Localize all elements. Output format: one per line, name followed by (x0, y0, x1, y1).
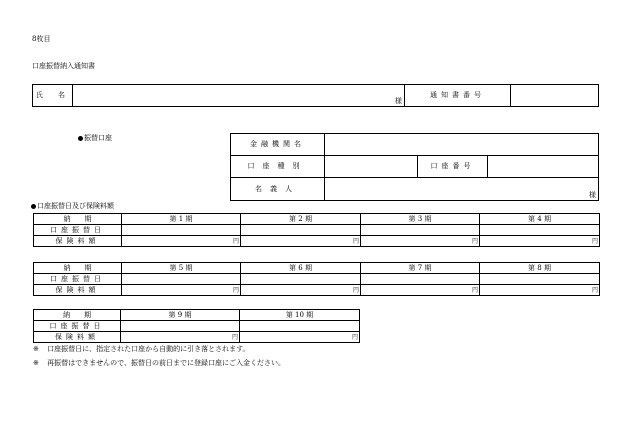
note-text: 再振替はできませんので、振替日の前日までに登録口座にご入金ください。 (47, 359, 285, 367)
bullet-icon (78, 136, 83, 141)
period-header: 第 6 期 (241, 263, 361, 274)
period-header: 第 1 期 (122, 214, 241, 225)
transfer-date-label: 口座振替日 (34, 274, 122, 285)
transfer-date-cell[interactable] (361, 274, 480, 285)
period-header: 第 7 期 (361, 263, 480, 274)
notice-number-label: 通知書番号 (405, 85, 511, 107)
account-section-label (78, 135, 112, 142)
yen-label: 円 (591, 286, 598, 294)
premium-amount-label: 保険料額 (34, 332, 121, 343)
note-text: 口座振替日に、指定された口座から自動的に引き落とされます。 (47, 345, 250, 353)
account-type-field[interactable] (325, 156, 418, 178)
period-label: 納 期 (34, 214, 122, 225)
account-holder-label: 名義人 (231, 178, 325, 201)
period-header: 第 9 期 (121, 310, 240, 321)
transfer-date-label: 口座振替日 (34, 225, 122, 236)
yen-label: 円 (471, 286, 478, 294)
yen-label: 円 (352, 237, 359, 245)
account-section-text: 振替口座 (84, 134, 112, 142)
premium-amount-cell[interactable] (361, 236, 480, 247)
period-header: 第 2 期 (241, 214, 361, 225)
premium-amount-cell[interactable] (240, 332, 360, 343)
yen-label: 円 (352, 286, 359, 294)
premium-amount-cell[interactable] (241, 285, 361, 296)
financial-institution-label: 金融機関名 (231, 134, 325, 156)
yen-label: 円 (471, 237, 478, 245)
schedule-table-1 (33, 213, 600, 247)
transfer-date-cell[interactable] (122, 274, 241, 285)
document-title: 口座振替納入通知書 (32, 62, 95, 70)
yen-label: 円 (232, 286, 239, 294)
transfer-date-cell[interactable] (361, 225, 480, 236)
period-header: 第 3 期 (361, 214, 480, 225)
period-header: 第 5 期 (122, 263, 241, 274)
sama-label: 様 (395, 97, 402, 105)
premium-amount-cell[interactable] (480, 236, 600, 247)
period-label: 納 期 (34, 310, 121, 321)
page-number-label: 8枚目 (32, 35, 51, 43)
premium-amount-cell[interactable] (361, 285, 480, 296)
premium-amount-label: 保険料額 (34, 285, 122, 296)
transfer-date-label: 口座振替日 (34, 321, 121, 332)
period-header: 第 4 期 (480, 214, 600, 225)
premium-amount-cell[interactable] (121, 332, 240, 343)
account-number-label: 口座番号 (418, 156, 488, 178)
account-number-field[interactable] (488, 156, 599, 178)
bullet-icon (31, 204, 36, 209)
name-label: 氏 名 (33, 85, 73, 107)
transfer-date-cell[interactable] (480, 274, 600, 285)
premium-amount-cell[interactable] (122, 236, 241, 247)
schedule-section-label (31, 203, 114, 210)
account-table (230, 133, 599, 201)
premium-amount-cell[interactable] (241, 236, 361, 247)
note-2 (33, 360, 285, 367)
account-type-label: 口座種別 (231, 156, 325, 178)
premium-amount-cell[interactable] (480, 285, 600, 296)
period-header: 第 8 期 (480, 263, 600, 274)
financial-institution-field[interactable] (325, 134, 599, 156)
schedule-table-3 (33, 309, 360, 343)
schedule-table-2 (33, 262, 600, 296)
transfer-date-cell[interactable] (241, 274, 361, 285)
account-holder-field[interactable] (325, 178, 599, 201)
note-1 (33, 346, 250, 353)
schedule-section-text: 口座振替日及び保険料額 (37, 202, 114, 210)
name-notice-table (32, 84, 599, 107)
name-field[interactable] (73, 85, 405, 107)
period-label: 納 期 (34, 263, 122, 274)
transfer-date-cell[interactable] (240, 321, 360, 332)
yen-label: 円 (231, 333, 238, 341)
transfer-date-cell[interactable] (121, 321, 240, 332)
transfer-date-cell[interactable] (122, 225, 241, 236)
yen-label: 円 (591, 237, 598, 245)
yen-label: 円 (351, 333, 358, 341)
yen-label: 円 (232, 237, 239, 245)
note-mark: ※ (33, 345, 39, 353)
holder-sama-label: 様 (589, 191, 597, 199)
note-mark: ※ (33, 359, 39, 367)
period-header: 第 10 期 (240, 310, 360, 321)
premium-amount-label: 保険料額 (34, 236, 122, 247)
transfer-date-cell[interactable] (241, 225, 361, 236)
transfer-date-cell[interactable] (480, 225, 600, 236)
notice-number-field[interactable] (511, 85, 599, 107)
premium-amount-cell[interactable] (122, 285, 241, 296)
